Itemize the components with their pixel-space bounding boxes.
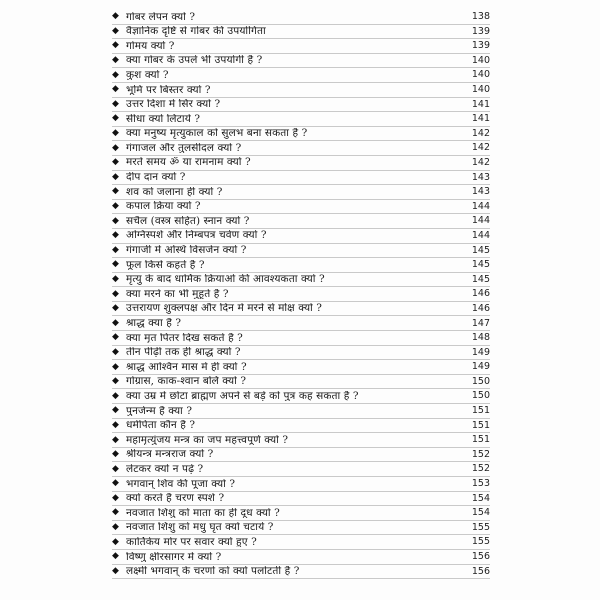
diamond-bullet-icon: ◆ <box>112 128 119 139</box>
toc-entry-page-number: 141 <box>471 113 490 125</box>
toc-entry-page-number: 148 <box>471 332 490 344</box>
toc-entry-page-number: 152 <box>471 463 490 475</box>
toc-entry <box>112 477 490 492</box>
toc-entry-page-number: 144 <box>471 215 490 227</box>
diamond-bullet-icon: ◆ <box>112 55 119 66</box>
diamond-bullet-icon: ◆ <box>112 390 119 401</box>
toc-entry <box>112 244 490 259</box>
diamond-bullet-icon: ◆ <box>112 215 119 226</box>
toc-entry <box>112 229 490 244</box>
toc-entry-page-number: 151 <box>471 419 490 431</box>
toc-entry <box>112 54 490 69</box>
toc-entry-title: वैज्ञानिक दृष्टि से गोबर की उपयोगिता <box>126 26 266 37</box>
toc-entry-page-number: 155 <box>471 536 490 548</box>
toc-entry <box>112 214 490 229</box>
toc-entry-page-number: 155 <box>471 521 490 533</box>
toc-entry <box>112 141 490 156</box>
toc-entry-page-number: 145 <box>471 273 490 285</box>
toc-entry <box>112 316 490 331</box>
toc-entry-page-number: 140 <box>471 84 490 96</box>
diamond-bullet-icon: ◆ <box>112 507 119 518</box>
toc-entry <box>112 433 490 448</box>
toc-entry-page-number: 156 <box>471 565 490 577</box>
toc-entry <box>112 273 490 288</box>
toc-entry <box>112 448 490 463</box>
toc-entry <box>112 287 490 302</box>
diamond-bullet-icon: ◆ <box>112 259 119 270</box>
toc-entry-title: नवजात शिशु को माता का ही दूध क्यों ? <box>126 507 280 519</box>
toc-entry <box>112 156 490 171</box>
diamond-bullet-icon: ◆ <box>112 303 119 314</box>
diamond-bullet-icon: ◆ <box>112 11 119 22</box>
toc-entry-page-number: 146 <box>471 302 490 314</box>
toc-entry <box>112 419 490 434</box>
toc-entry <box>112 200 490 215</box>
toc-entry-page-number: 150 <box>471 390 490 402</box>
diamond-bullet-icon: ◆ <box>112 551 119 562</box>
diamond-bullet-icon: ◆ <box>112 434 119 445</box>
diamond-bullet-icon: ◆ <box>112 419 119 430</box>
toc-entry <box>112 565 490 580</box>
diamond-bullet-icon: ◆ <box>112 346 119 357</box>
diamond-bullet-icon: ◆ <box>112 186 119 197</box>
toc-entry-title: दीप दान क्यों ? <box>126 172 186 183</box>
diamond-bullet-icon: ◆ <box>112 157 119 168</box>
toc-entry-title: पुनर्जन्म है क्या ? <box>126 405 193 417</box>
toc-entry-title: कपाल क्रिया क्यों ? <box>126 201 201 212</box>
toc-entry-title: क्या उम्र में छोटा ब्राह्मण अपने से बड़े को पुत्र कह सकता है ? <box>126 390 359 402</box>
toc-entry <box>112 550 490 565</box>
toc-entry-title: गंगाजल और तुलसीदल क्यों ? <box>126 142 242 154</box>
toc-entry-page-number: 139 <box>471 40 490 52</box>
toc-entry <box>112 375 490 390</box>
toc-entry-title: नवजात शिशु को मधु घृत क्यों चटायें ? <box>126 522 274 533</box>
toc-entry-title: मृत्यु के बाद धार्मिक क्रियाओं की आवश्यकता क्यों ? <box>126 274 325 285</box>
diamond-bullet-icon: ◆ <box>112 230 119 241</box>
toc-entry-page-number: 140 <box>471 54 490 66</box>
toc-entry-title: भूमि पर बिस्तर क्यों ? <box>126 84 211 96</box>
toc-entry <box>112 404 490 419</box>
toc-entry-page-number: 151 <box>471 434 490 446</box>
toc-entry-title: गोबर लेपन क्यों ? <box>126 11 196 23</box>
toc-entry-title: महामृत्युंजय मन्त्र का जप महत्त्वपूर्ण क्यों ? <box>126 434 289 446</box>
toc-entry-title: उत्तरायण शुक्लपक्ष और दिन में मरने से मोक्ष क्यों ? <box>126 303 323 314</box>
toc-entry-page-number: 150 <box>471 375 490 387</box>
toc-entry <box>112 331 490 346</box>
toc-entry-page-number: 140 <box>471 69 490 81</box>
toc-entry-title: उत्तर दिशा में सिर क्यों ? <box>126 99 221 110</box>
toc-entry-title: क्या गोबर के उपले भी उपयोगी हैं ? <box>126 55 263 66</box>
toc-entry-title: कुश क्यों ? <box>126 69 169 81</box>
toc-entry-title: सचैल (वस्त्र सहित) स्नान क्यों ? <box>126 215 250 227</box>
toc-entry-title: क्या मनुष्य मृत्युकाल को सुलभ बना सकता है ? <box>126 128 308 139</box>
toc-entry <box>112 83 490 98</box>
toc-entry <box>112 506 490 521</box>
toc-entry <box>112 360 490 375</box>
toc-entry <box>112 346 490 361</box>
toc-entry-page-number: 143 <box>471 186 490 198</box>
toc-entry <box>112 127 490 142</box>
toc-entry-page-number: 146 <box>471 288 490 300</box>
diamond-bullet-icon: ◆ <box>112 25 119 36</box>
toc-entry-page-number: 154 <box>471 507 490 519</box>
toc-entry-title: लक्ष्मी भगवान् के चरणों को क्यों पलोटती है ? <box>126 566 300 577</box>
toc-entry-title: गोग्रास, काक-श्वान बलि क्यों ? <box>126 376 247 387</box>
toc-entry <box>112 258 490 273</box>
toc-entry-title: मरते समय ॐ या रामनाम क्यों ? <box>126 157 251 168</box>
toc-entry-page-number: 143 <box>471 171 490 183</box>
toc-entry-page-number: 142 <box>471 142 490 154</box>
toc-entry-title: तीन पीढ़ी तक ही श्राद्ध क्यों ? <box>126 347 241 358</box>
diamond-bullet-icon: ◆ <box>112 492 119 503</box>
diamond-bullet-icon: ◆ <box>112 40 119 51</box>
diamond-bullet-icon: ◆ <box>112 332 119 343</box>
diamond-bullet-icon: ◆ <box>112 273 119 284</box>
diamond-bullet-icon: ◆ <box>112 69 119 80</box>
toc-entry <box>112 98 490 113</box>
toc-entry-page-number: 153 <box>471 478 490 490</box>
toc-entry <box>112 10 490 25</box>
toc-entry-page-number: 149 <box>471 361 490 373</box>
toc-entry-title: श्राद्ध आश्विन मास में ही क्यों ? <box>126 361 247 373</box>
diamond-bullet-icon: ◆ <box>112 84 119 95</box>
toc-entry-page-number: 149 <box>471 346 490 358</box>
diamond-bullet-icon: ◆ <box>112 98 119 109</box>
toc-entry-title: भगवान् शिव की पूजा क्यों ? <box>126 478 236 490</box>
toc-entry-title: धर्मपिता कौन है ? <box>126 420 196 431</box>
toc-entry <box>112 25 490 40</box>
toc-entry <box>112 171 490 186</box>
diamond-bullet-icon: ◆ <box>112 478 119 489</box>
table-of-contents <box>112 10 490 579</box>
toc-entry <box>112 462 490 477</box>
toc-entry <box>112 112 490 127</box>
toc-entry-title: क्या मरने का भी मुहूर्त है ? <box>126 288 229 300</box>
toc-entry <box>112 39 490 54</box>
diamond-bullet-icon: ◆ <box>112 361 119 372</box>
toc-entry <box>112 492 490 507</box>
diamond-bullet-icon: ◆ <box>112 244 119 255</box>
diamond-bullet-icon: ◆ <box>112 536 119 547</box>
toc-entry <box>112 389 490 404</box>
diamond-bullet-icon: ◆ <box>112 522 119 533</box>
toc-entry-page-number: 147 <box>471 317 490 329</box>
toc-entry-page-number: 145 <box>471 259 490 271</box>
diamond-bullet-icon: ◆ <box>112 113 119 124</box>
toc-entry-page-number: 139 <box>471 25 490 37</box>
toc-entry-title: क्या मृत पितर दिख सकते हैं ? <box>126 332 243 344</box>
toc-entry <box>112 185 490 200</box>
toc-entry-page-number: 154 <box>471 492 490 504</box>
diamond-bullet-icon: ◆ <box>112 376 119 387</box>
toc-entry <box>112 302 490 317</box>
toc-entry-page-number: 142 <box>471 127 490 139</box>
toc-entry-page-number: 141 <box>471 98 490 110</box>
toc-entry-title: शव को जलाना ही क्यों ? <box>126 186 223 198</box>
diamond-bullet-icon: ◆ <box>112 142 119 153</box>
toc-entry-title: अग्निस्पर्श और निम्बपत्र चर्वण क्यों ? <box>126 230 267 241</box>
toc-entry <box>112 521 490 536</box>
diamond-bullet-icon: ◆ <box>112 565 119 576</box>
toc-entry-title: गोमय क्यों ? <box>126 40 175 52</box>
diamond-bullet-icon: ◆ <box>112 449 119 460</box>
toc-entry-title: कार्तिकेय मोर पर सवार क्यों हुए ? <box>126 536 257 548</box>
toc-entry-page-number: 142 <box>471 156 490 168</box>
toc-entry-page-number: 144 <box>471 229 490 241</box>
toc-entry <box>112 68 490 83</box>
diamond-bullet-icon: ◆ <box>112 405 119 416</box>
toc-entry-page-number: 145 <box>471 244 490 256</box>
toc-entry-title: फूल किसे कहते हैं ? <box>126 259 205 271</box>
toc-entry-title: श्राद्ध क्या है ? <box>126 318 182 329</box>
toc-entry <box>112 535 490 550</box>
toc-entry-page-number: 156 <box>471 551 490 563</box>
diamond-bullet-icon: ◆ <box>112 317 119 328</box>
toc-entry-title: लेटकर क्यों न पढ़ें ? <box>126 463 204 475</box>
toc-entry-page-number: 152 <box>471 448 490 460</box>
diamond-bullet-icon: ◆ <box>112 201 119 212</box>
toc-entry-title: गंगाजी में अस्थि विसर्जन क्यों ? <box>126 245 247 256</box>
toc-entry-title: श्रीयन्त्र मन्त्रराज क्यों ? <box>126 449 214 460</box>
toc-entry-title: क्यों करते हैं चरण स्पर्श ? <box>126 493 225 504</box>
toc-entry-title: सीधा क्यों लिटायें ? <box>126 113 201 125</box>
toc-entry-title: विष्णु क्षीरसागर में क्यों ? <box>126 551 222 563</box>
diamond-bullet-icon: ◆ <box>112 171 119 182</box>
toc-entry-page-number: 144 <box>471 200 490 212</box>
diamond-bullet-icon: ◆ <box>112 288 119 299</box>
toc-entry-page-number: 138 <box>471 11 490 23</box>
toc-entry-page-number: 151 <box>471 405 490 417</box>
diamond-bullet-icon: ◆ <box>112 463 119 474</box>
